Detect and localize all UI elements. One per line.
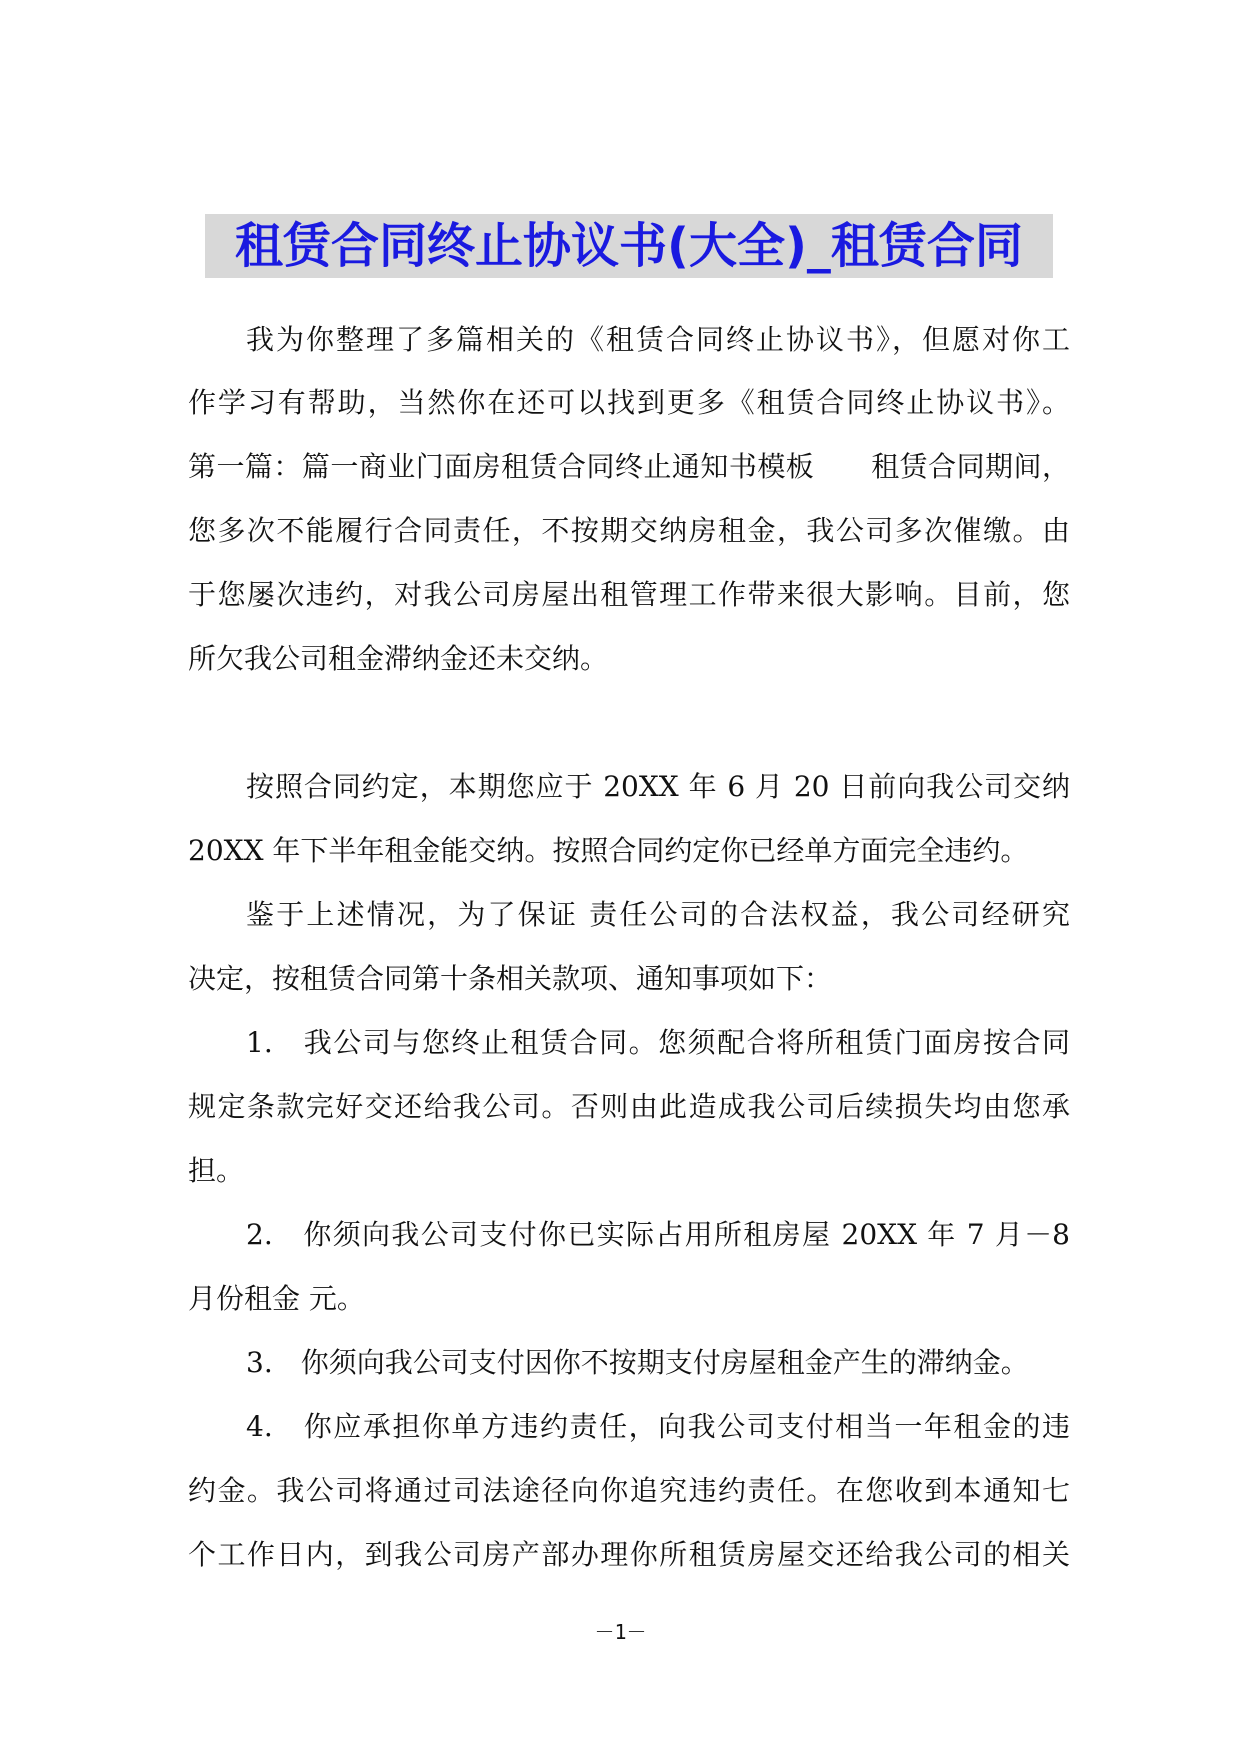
title-highlight <box>205 214 1053 278</box>
list-item-line: 3. 你须向我公司支付因你不按期支付房屋租金产生的滞纳金。 <box>246 1346 1029 1379</box>
paragraph-line: 鉴于上述情况，为了保证 责任公司的合法权益，我公司经研究 <box>246 898 1070 931</box>
paragraph-line: 决定，按租赁合同第十条相关款项、通知事项如下： <box>188 962 833 995</box>
paragraph-line: 第一篇：篇一商业门面房租赁合同终止通知书模板 租赁合同期间， <box>188 450 1070 483</box>
paragraph-line: 于您屡次违约，对我公司房屋出租管理工作带来很大影响。目前，您 <box>188 578 1070 611</box>
list-item-line: 1. 我公司与您终止租赁合同。您须配合将所租赁门面房按合同 <box>246 1026 1070 1059</box>
page-number: －1－ <box>594 1620 647 1644</box>
paragraph-line: 作学习有帮助，当然你在还可以找到更多《租赁合同终止协议书》。 <box>188 386 1070 419</box>
list-item-line: 月份租金 元。 <box>188 1282 365 1315</box>
document-title: 租赁合同终止协议书(大全)_租赁合同 <box>235 218 1023 274</box>
paragraph-line: 我为你整理了多篇相关的《租赁合同终止协议书》，但愿对你工 <box>246 323 1070 356</box>
paragraph-line: 您多次不能履行合同责任，不按期交纳房租金，我公司多次催缴。由 <box>188 514 1070 547</box>
list-item-line: 2. 你须向我公司支付你已实际占用所租房屋 20XX 年 7 月－8 <box>246 1218 1070 1251</box>
list-item-line: 规定条款完好交还给我公司。否则由此造成我公司后续损失均由您承 <box>188 1090 1070 1123</box>
list-item-line: 担。 <box>188 1154 245 1187</box>
paragraph-line: 所欠我公司租金滞纳金还未交纳。 <box>188 642 609 675</box>
list-item-line: 约金。我公司将通过司法途径向你追究违约责任。在您收到本通知七 <box>188 1474 1070 1507</box>
paragraph-line: 20XX 年下半年租金能交纳。按照合同约定你已经单方面完全违约。 <box>188 834 1029 867</box>
paragraph-line: 按照合同约定，本期您应于 20XX 年 6 月 20 日前向我公司交纳 <box>246 770 1070 803</box>
list-item-line: 4. 你应承担你单方违约责任，向我公司支付相当一年租金的违 <box>246 1410 1070 1443</box>
list-item-line: 个工作日内，到我公司房产部办理你所租赁房屋交还给我公司的相关 <box>188 1538 1070 1571</box>
